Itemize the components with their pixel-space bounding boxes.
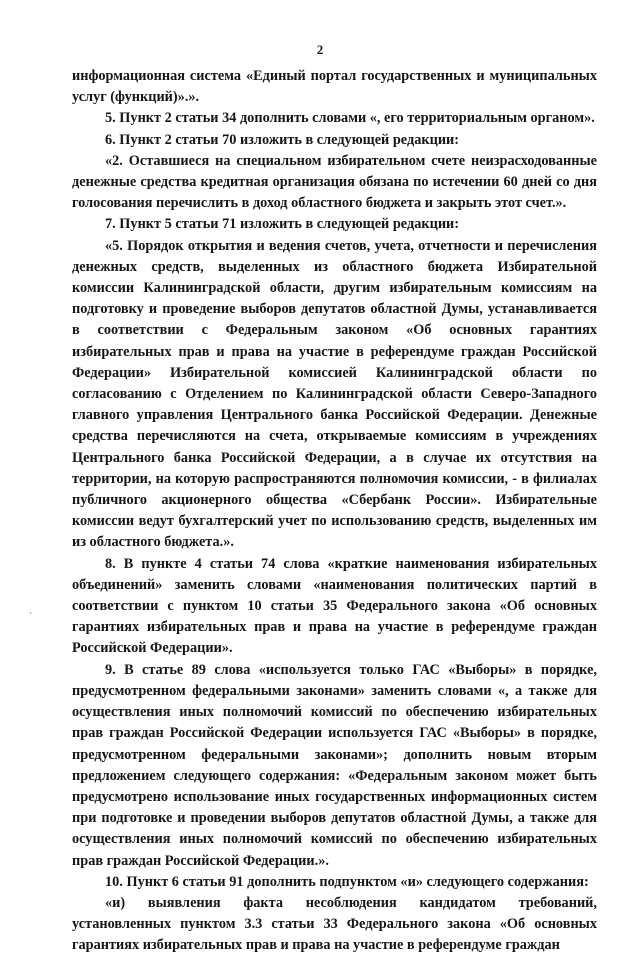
document-body [72,66,597,957]
paragraph-item-7-text: «5. Порядок открытия и ведения счетов, учета, отчетности и перечисления денежных средств, выделенных из областного бюджета Избирательной комиссии Калининградской области, другим избирательным комиссиям на подготовку и проведение выборов депутатов областной Думы, устанавливается в соответствии с Федеральным законом «Об основных гарантиях избирательных прав и права на участие в референдуме граждан Российской Федерации» Избирательной комиссией Калининградской области по согласованию с Отделением по Калининградской области Северо-Западного главного управления Центрального банка Российской Федерации. Денежные средства перечисляются на счета, открываемые комиссиям в учреждениях Центрального банка Российской Федерации, а в случае их отсутствия на территории, на которую распространяются полномочия комиссии, - в филиалах публичного акционерного общества «Сбербанк России». Избирательные комиссии ведут бухгалтерский учет по использованию средств, выделенных им из областного бюджета.». [72,237,597,551]
paragraph-continuation: информационная система «Единый портал государственных и муниципальных услуг (функций)».». [72,68,597,106]
paragraph-item-5: 5. Пункт 2 статьи 34 дополнить словами «, его территориальным органом». [105,110,595,127]
page-number: 2 [316,42,324,57]
paragraph-item-10: 10. Пункт 6 статьи 91 дополнить подпунктом «и» следующего содержания: [105,873,589,890]
paragraph-item-8: 8. В пункте 4 статьи 74 слова «краткие наименования избирательных объединений» заменить словами «наименования политических партий в соответствии с пунктом 10 статьи 35 Федерального закона «Об основных гарантиях избирательных прав и права на участие в референдуме граждан Российской Федерации». [72,555,597,657]
scan-mark: ` [29,611,32,621]
paragraph-item-10-text: «и) выявления факта несоблюдения кандидатом требований, установленных пунктом 3.3 статьи 33 Федерального закона «Об основных гарантиях избирательных прав и права на участие в референдуме граждан [72,894,597,954]
paragraph-item-9: 9. В статье 89 слова «используется только ГАС «Выборы» в порядке, предусмотренном федеральными законами» заменить словами «, а также для осуществления иных полномочий комиссий по обеспечению избирательных прав граждан Российской Федерации используется ГАС «Выборы» в порядке, предусмотренном федеральными законами»; дополнить новым вторым предложением следующего содержания: «Федеральным законом может быть предусмотрено использование иных государственных информационных систем при подготовке и проведении выборов депутатов областной Думы, а также для осуществления иных полномочий комиссий по обеспечению избирательных прав граждан Российской Федерации.». [72,661,597,869]
paragraph-item-6: 6. Пункт 2 статьи 70 изложить в следующей редакции: [105,131,460,148]
paragraph-item-7: 7. Пункт 5 статьи 71 изложить в следующей редакции: [105,216,460,233]
paragraph-item-6-text: «2. Оставшиеся на специальном избирательном счете неизрасходованные денежные средства кредитная организация обязана по истечении 60 дней со дня голосования перечислить в доход областного бюджета и закрыть этот счет.». [72,152,597,212]
